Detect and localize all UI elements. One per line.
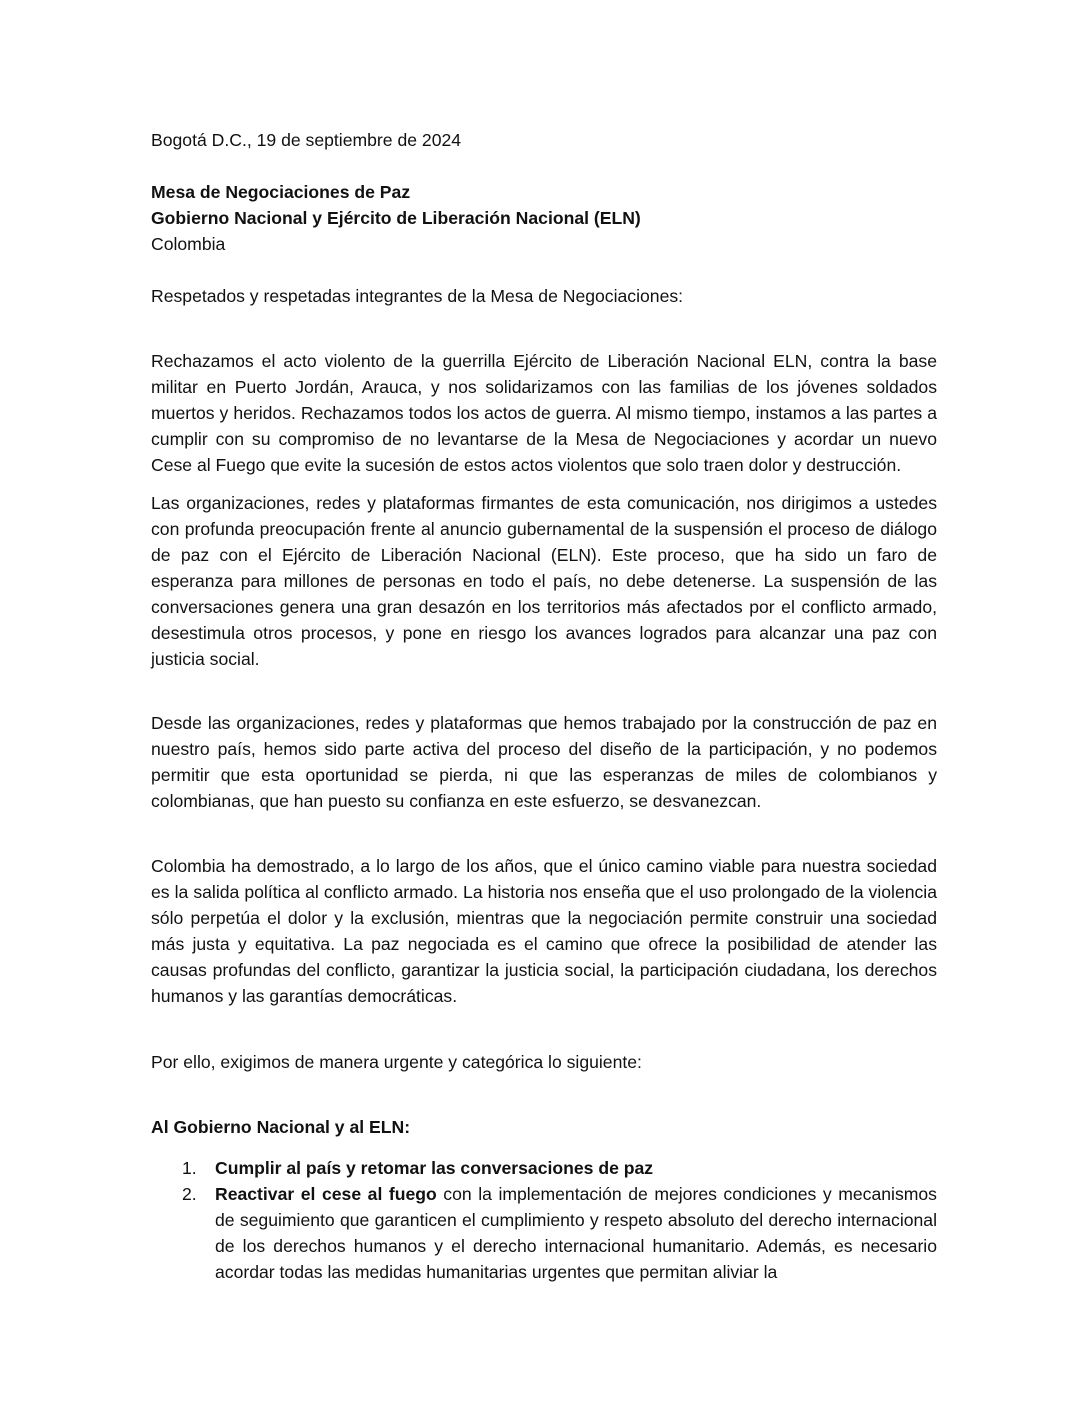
paragraph-4: Colombia ha demostrado, a lo largo de los años, que el único camino viable para nuestra sociedad es la salida política al conflicto armado. La historia nos enseña que el uso prolongado de la violencia sólo perpetúa el dolor y la exclusión, mientras que la negociación permite construir una sociedad más justa y equitativa. La paz negociada es el camino que ofrece la posibilidad de atender las causas profundas del conflicto, garantizar la justicia social, la participación ciudadana, los derechos humanos y las garantías democráticas.: [151, 856, 937, 1006]
recipient-line-3: Colombia: [151, 234, 226, 254]
paragraph-5: Por ello, exigimos de manera urgente y categórica lo siguiente:: [151, 1052, 642, 1072]
demand-bold-text: Cumplir al país y retomar las conversaciones de paz: [215, 1158, 654, 1178]
salutation: Respetados y respetadas integrantes de la Mesa de Negociaciones:: [151, 286, 684, 306]
paragraph-1: Rechazamos el acto violento de la guerrilla Ejército de Liberación Nacional ELN, contra la base militar en Puerto Jordán, Arauca, y nos solidarizamos con las familias de los jóvenes soldados muertos y heridos. Rechazamos todos los actos de guerra. Al mismo tiempo, instamos a las partes a cumplir con su compromiso de no levantarse de la Mesa de Negociaciones y acordar un nuevo Cese al Fuego que evite la sucesión de estos actos violentos que solo traen dolor y destrucción.: [151, 351, 937, 475]
section-heading: Al Gobierno Nacional y al ELN:: [151, 1117, 411, 1137]
demands-list: [151, 1155, 937, 1285]
demand-text: con la implementación de mejores condiciones y mecanismos de seguimiento que garanticen el cumplimiento y respeto absoluto del derecho internacional de los derechos humanos y el derecho internacional humanitario. Además, es necesario acordar todas las medidas humanitarias urgentes que permitan aliviar la: [215, 1184, 937, 1282]
paragraph-2: Las organizaciones, redes y plataformas firmantes de esta comunicación, nos dirigimos a ustedes con profunda preocupación frente al anuncio gubernamental de la suspensión el proceso de diálogo de paz con el Ejército de Liberación Nacional (ELN). Este proceso, que ha sido un faro de esperanza para millones de personas en todo el país, no debe detenerse. La suspensión de las conversaciones genera una gran desazón en los territorios más afectados por el conflicto armado, desestimula otros procesos, y pone en riesgo los avances logrados para alcanzar una paz con justicia social.: [151, 493, 937, 669]
demand-item: [151, 1181, 937, 1285]
date-line: Bogotá D.C., 19 de septiembre de 2024: [151, 130, 462, 150]
demand-bold-text: Reactivar el cese al fuego: [215, 1184, 437, 1204]
demand-item: [151, 1155, 937, 1181]
demand-number: 2.: [182, 1184, 197, 1204]
recipient-line-2: Gobierno Nacional y Ejército de Liberación Nacional (ELN): [151, 208, 641, 228]
recipient-line-1: Mesa de Negociaciones de Paz: [151, 182, 411, 202]
paragraph-3: Desde las organizaciones, redes y plataformas que hemos trabajado por la construcción de paz en nuestro país, hemos sido parte activa del proceso del diseño de la participación, y no podemos permitir que esta oportunidad se pierda, ni que las esperanzas de miles de colombianos y colombianas, que han puesto su confianza en este esfuerzo, se desvanezcan.: [151, 713, 937, 811]
demand-number: 1.: [182, 1158, 197, 1178]
